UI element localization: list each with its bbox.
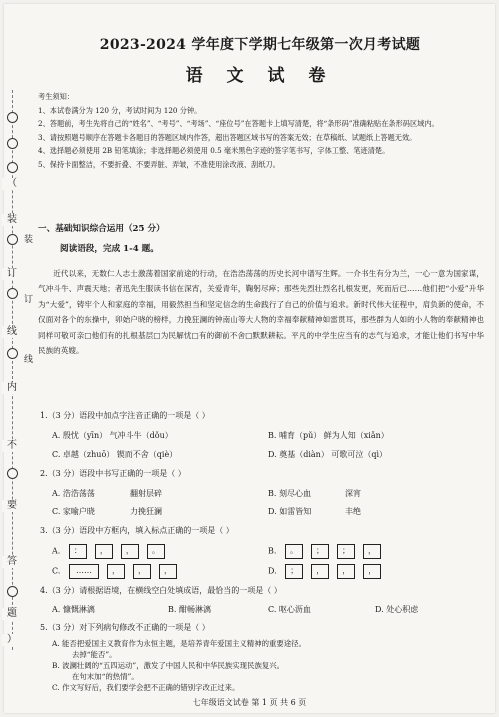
- punct-box: ，: [133, 564, 151, 579]
- punct-box: 。: [285, 544, 303, 559]
- question-1-option-d: D. 奠基（diàn） 可歌可泣（qì）: [268, 450, 388, 459]
- question-5-option-c: C. 作文写好后，我们要学会把不正确的错别字改正过来。: [52, 683, 240, 692]
- binding-hole: [7, 348, 18, 359]
- binding-side-char: 订: [24, 295, 34, 305]
- note-item: 5、保持卡面整洁，不要折叠、不要弄脏、弄皱，不准使用涂改液、刮纸刀。: [38, 159, 280, 169]
- question-2-option-c: C. 家喻户晓: [52, 507, 95, 516]
- option-letter: D.: [268, 566, 277, 576]
- section-heading: 一、基础知识综合运用（25 分）: [38, 224, 165, 234]
- notes-heading: 考生须知：: [38, 92, 74, 101]
- punct-box: ，: [363, 544, 381, 559]
- question-4-option-d: D. 处心积虑: [375, 605, 419, 614]
- binding-label: 要: [2, 500, 22, 512]
- binding-label: ）: [2, 634, 22, 646]
- binding-label: 内: [2, 382, 22, 394]
- binding-side-char: 装: [24, 235, 34, 245]
- question-3-option-d: [268, 564, 389, 579]
- page-footer: 七年级语文试卷 第 1 页 共 6 页: [192, 698, 307, 707]
- binding-side-char: 线: [24, 355, 34, 365]
- punct-box: ，: [311, 564, 329, 579]
- question-1-option-c: C. 卓越（zhuō） 锲而不舍（qiè）: [52, 450, 178, 459]
- question-2-option-c-word: 力挽狂澜: [130, 507, 162, 516]
- question-4-option-b: B. 酣畅淋漓: [168, 605, 211, 614]
- punct-box: ，: [121, 544, 139, 559]
- question-5-stem: 5.（3 分）对下列病句修改不正确的一项是（ ）: [40, 623, 210, 632]
- question-5-option-a: A. 能否把爱国主义教育作为永恒主题，是培养青年爱国主义精神的重要途径。: [52, 639, 306, 648]
- question-4-option-a: A. 慷慨淋漓: [52, 605, 95, 614]
- question-5-option-b-fix: 在句末加“的热情”。: [72, 672, 139, 681]
- punct-box: ；: [311, 544, 329, 559]
- note-item: 3、请按照题号顺序在答题卡各题目的答题区域内作答，超出答题区域书写的答案无效；在草稿纸、试题纸上答题无效。: [38, 132, 417, 142]
- punct-box: ：: [69, 544, 87, 559]
- reading-passage: 近代以来，无数仁人志士激荡着国家前途的行动，在浩浩荡荡的历史长河中谱写生辉。一介书生有分为兰，一心一意为国家谋，气冲斗牛、声震天地；者迅先生服读书信在深宵，关爱青年，鞠躬尽瘁；那些先烈壮烈名扎根发更，死而后已……他们把“小爱”升华为“大爱”，铸牢个人和家庭的幸福，用毅然担当和坚定信念的生命践行了自己的价值与追求。新时代伟大征程中，肩负新的使命，不仅面对各个的东操中，卯始户晓的榜样，力挽狂澜的钟南山等大人物的幸福奉献精神如雷贯耳，那些群为人如的小人物的奉献精神也同样可敬可亲□他们有的扎根基层□为民解忧□有的御前不舍□默默耕耘。平凡的中学生应当有的志气与追求，才能让他们书写中华民族的英嫂。: [38, 269, 484, 356]
- question-3-option-a: [52, 544, 173, 559]
- punct-box: ，: [95, 544, 113, 559]
- binding-label: 不: [2, 440, 22, 452]
- question-3-option-b: [268, 544, 389, 559]
- binding-label: 答: [2, 556, 22, 568]
- exam-title: 2023-2024 学年度下学期七年级第一次月考试题: [99, 37, 421, 53]
- punct-box: ；: [285, 564, 303, 579]
- question-2-option-b-word: 深宵: [345, 489, 361, 498]
- binding-side-text: [24, 210, 34, 390]
- question-4-option-c: C. 呕心沥血: [268, 605, 311, 614]
- question-1-option-b: B. 哺育（pǔ） 鲜为人知（xiǎn）: [268, 431, 389, 440]
- binding-label: 题: [2, 608, 22, 620]
- question-1-option-a: A. 殷忧（yīn） 气冲斗牛（dǒu）: [52, 431, 173, 440]
- question-3-option-c: [52, 564, 185, 579]
- punct-box: ，: [159, 564, 177, 579]
- punct-box: ，: [107, 564, 125, 579]
- binding-hole: [7, 586, 18, 597]
- note-item: 4、选择题必须使用 2B 铅笔填涂；非选择题必须使用 0.5 毫米黑色字迹的签字笔书写，字体工整、笔迹清楚。: [38, 146, 390, 156]
- question-2-option-d-word: 丰绝: [345, 507, 361, 516]
- note-item: 2、答题前，考生先将自己的“姓名”、“考号”、“考场”、“座位号”在答题卡上填写清楚，将“条形码”准确粘贴在条形码区域内。: [38, 119, 439, 129]
- punct-box: 。: [147, 544, 165, 559]
- binding-label: 装: [2, 214, 22, 226]
- binding-hole: [7, 138, 18, 149]
- binding-hole: [7, 234, 18, 245]
- binding-hole: [7, 112, 18, 123]
- punct-box: ，: [363, 564, 381, 579]
- option-letter: B.: [268, 546, 277, 556]
- punct-box: ……: [69, 564, 99, 579]
- option-letter: A.: [52, 546, 61, 556]
- exam-subtitle: 语 文 试 卷: [185, 66, 335, 86]
- option-letter: C.: [52, 566, 61, 576]
- question-2-stem: 2.（3 分）语段中书写正确的一项是（ ）: [40, 469, 186, 478]
- binding-label: （: [2, 178, 22, 190]
- question-3-stem: 3.（3 分）语段中方框内，填入标点正确的一项是（ ）: [40, 526, 234, 535]
- question-2-option-a-word: 翻射层碎: [130, 489, 162, 498]
- binding-margin: [0, 90, 22, 650]
- punct-box: ；: [337, 544, 355, 559]
- punct-box: ，: [337, 564, 355, 579]
- reading-heading: 阅读语段，完成 1-4 题。: [60, 244, 159, 254]
- question-2-option-a: A. 浩浩荡荡: [52, 489, 95, 498]
- binding-hole: [7, 162, 18, 173]
- binding-hole: [7, 288, 18, 299]
- question-5-option-b: B. 波澜壮阔的“五四运动”，激发了中国人民和中华民族实现民族复兴。: [52, 661, 285, 670]
- exam-notes: [38, 90, 484, 172]
- question-2-option-b: B. 刻尽心血: [268, 489, 311, 498]
- note-item: 1、本试卷满分为 120 分，考试时间为 120 分钟。: [38, 105, 202, 115]
- question-1-stem: 1.（3 分）语段中加点字注音正确的一项是（ ）: [40, 411, 210, 420]
- question-2-option-d: D. 如雷皆知: [268, 507, 312, 516]
- binding-label: 线: [2, 326, 22, 338]
- question-4-stem: 4.（3 分）请根据语境，在横线空白处填成语，最恰当的一项是（ ）: [40, 586, 282, 595]
- binding-label: 订: [2, 268, 22, 280]
- binding-hole: [7, 468, 18, 479]
- question-5-option-a-fix: 去掉“能否”。: [72, 650, 117, 659]
